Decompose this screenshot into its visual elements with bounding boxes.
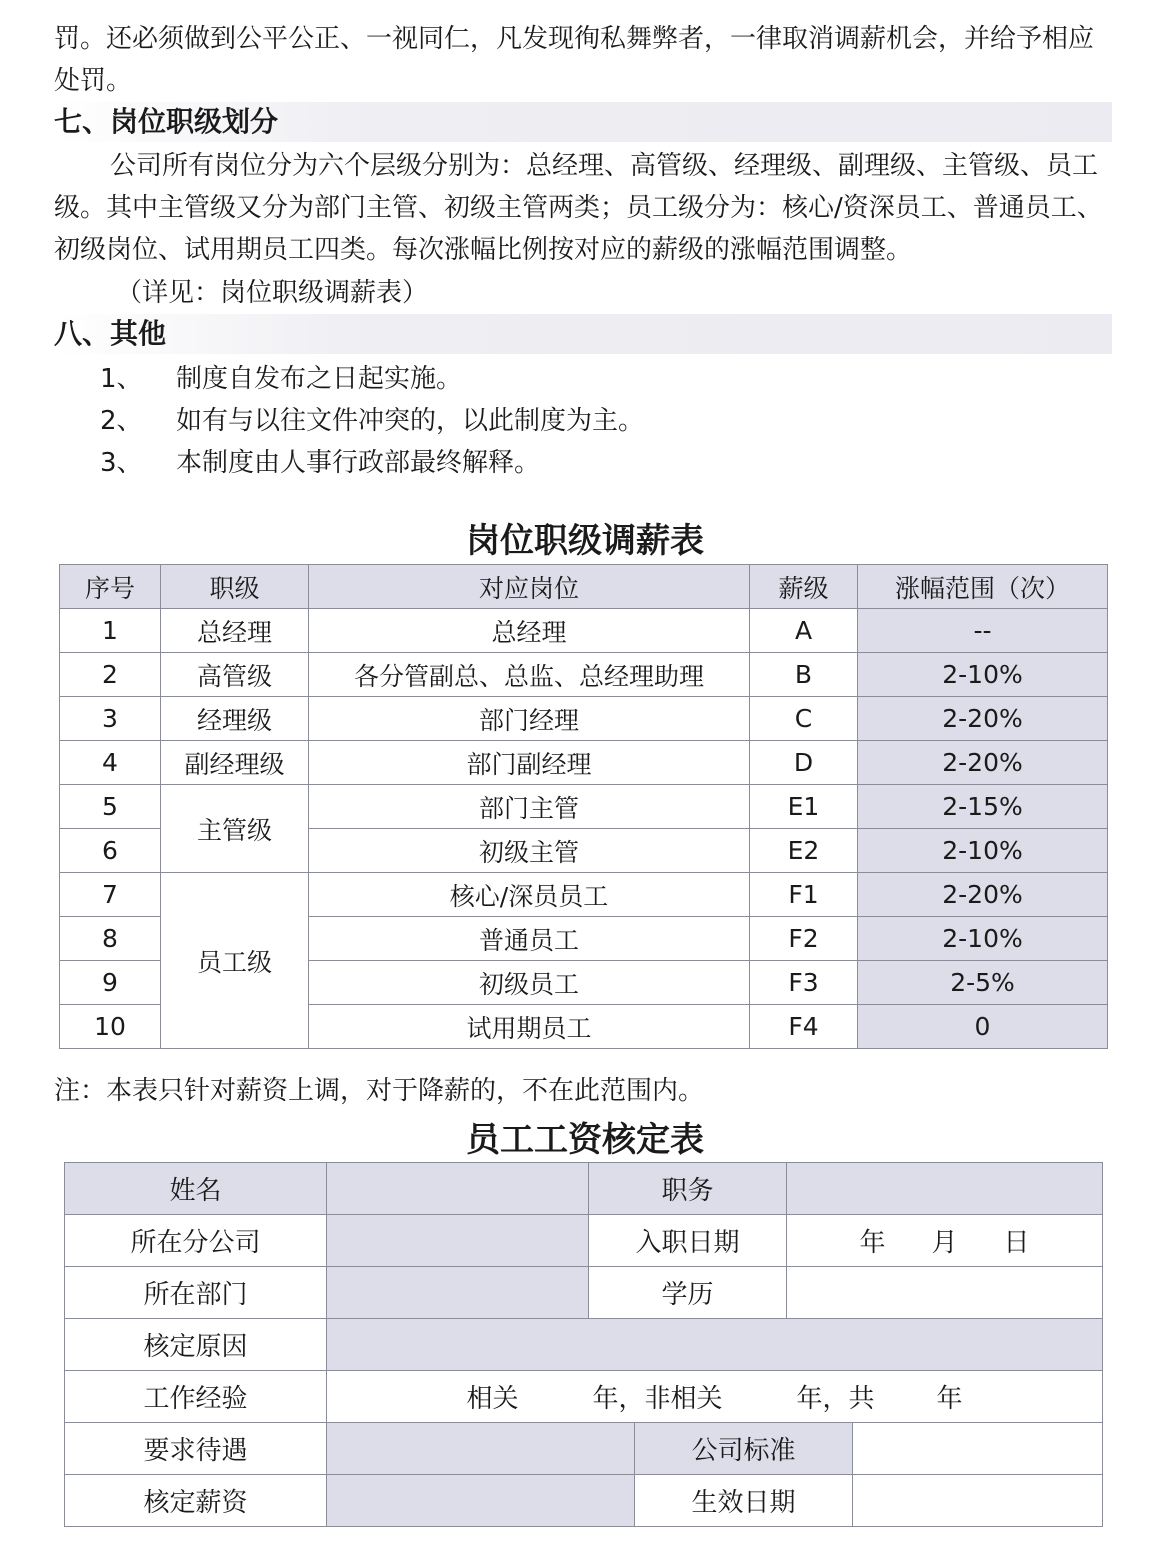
effective-date-field[interactable] [853, 1475, 1103, 1527]
table-row: 8 普通员工 F2 2-10% [60, 917, 1108, 961]
approved-salary-label: 核定薪资 [65, 1475, 327, 1527]
grade-table [59, 564, 1108, 1049]
experience-field[interactable]: 相关 年，非相关 年，共 年 [327, 1371, 1103, 1423]
company-standard-label: 公司标准 [635, 1423, 853, 1475]
table-row: 4 副经理级 部门副经理 D 2-20% [60, 741, 1108, 785]
list-item: 2、 如有与以往文件冲突的，以此制度为主。 [100, 406, 645, 436]
table-row [65, 1215, 1103, 1267]
list-item: 1、 制度自发布之日起实施。 [100, 364, 463, 394]
section8-heading: 八、其他 [54, 314, 1112, 354]
table-row: 9 初级员工 F3 2-5% [60, 961, 1108, 1005]
company-standard-field[interactable] [853, 1423, 1103, 1475]
approved-salary-field[interactable] [327, 1475, 635, 1527]
section7-body: 公司所有岗位分为六个层级分别为：总经理、高管级、经理级、副理级、主管级、员工级。其中主管级又分为部门主管、初级主管两类；员工级分为：核心/资深员工、普通员工、初级岗位、试用期员工四类。每次涨幅比例按对应的薪级的涨幅范围调整。 [54, 151, 1103, 265]
dept-label: 所在部门 [65, 1267, 327, 1319]
salary-table-title: 员工工资核定表 [466, 1120, 704, 1160]
section7-heading: 七、岗位职级划分 [54, 102, 1112, 142]
grade-table-title: 岗位职级调薪表 [466, 521, 704, 561]
table-row: 2 高管级 各分管副总、总监、总经理助理 B 2-10% [60, 653, 1108, 697]
table-row: 3 经理级 部门经理 C 2-20% [60, 697, 1108, 741]
branch-label: 所在分公司 [65, 1215, 327, 1267]
table-row [65, 1371, 1103, 1423]
table-header-row [60, 565, 1108, 609]
education-field[interactable] [787, 1267, 1103, 1319]
duty-field[interactable] [787, 1163, 1103, 1215]
expected-pay-label: 要求待遇 [65, 1423, 327, 1475]
table-row: 6 初级主管 E2 2-10% [60, 829, 1108, 873]
table-row: 7 员工级 核心/深员员工 F1 2-20% [60, 873, 1108, 917]
education-label: 学历 [589, 1267, 787, 1319]
branch-field[interactable] [327, 1215, 589, 1267]
reason-field[interactable] [327, 1319, 1103, 1371]
table-row: 5 主管级 部门主管 E1 2-15% [60, 785, 1108, 829]
name-label: 姓名 [65, 1163, 327, 1215]
table-row: 1 总经理 总经理 A -- [60, 609, 1108, 653]
table-row [65, 1319, 1103, 1371]
header-position: 对应岗位 [309, 565, 750, 609]
duty-label: 职务 [589, 1163, 787, 1215]
hire-date-field[interactable]: 年 月 日 [787, 1215, 1103, 1267]
header-grade: 薪级 [750, 565, 858, 609]
list-item: 3、 本制度由人事行政部最终解释。 [100, 448, 541, 478]
table-row: 10 试用期员工 F4 0 [60, 1005, 1108, 1049]
section7-reference: （详见：岗位职级调薪表） [116, 278, 429, 308]
name-field[interactable] [327, 1163, 589, 1215]
experience-label: 工作经验 [65, 1371, 327, 1423]
salary-approval-table [64, 1162, 1103, 1527]
header-level: 职级 [161, 565, 309, 609]
table-note: 注：本表只针对薪资上调，对于降薪的，不在此范围内。 [54, 1076, 705, 1106]
intro-paragraph: 罚。还必须做到公平公正、一视同仁，凡发现徇私舞弊者，一律取消调薪机会，并给予相应处罚。 [54, 24, 1095, 96]
table-row [65, 1163, 1103, 1215]
header-no: 序号 [60, 565, 161, 609]
dept-field[interactable] [327, 1267, 589, 1319]
header-range: 涨幅范围（次） [858, 565, 1108, 609]
table-row [65, 1475, 1103, 1527]
hire-date-label: 入职日期 [589, 1215, 787, 1267]
effective-date-label: 生效日期 [635, 1475, 853, 1527]
table-row [65, 1267, 1103, 1319]
table-row [65, 1423, 1103, 1475]
reason-label: 核定原因 [65, 1319, 327, 1371]
expected-pay-field[interactable] [327, 1423, 635, 1475]
